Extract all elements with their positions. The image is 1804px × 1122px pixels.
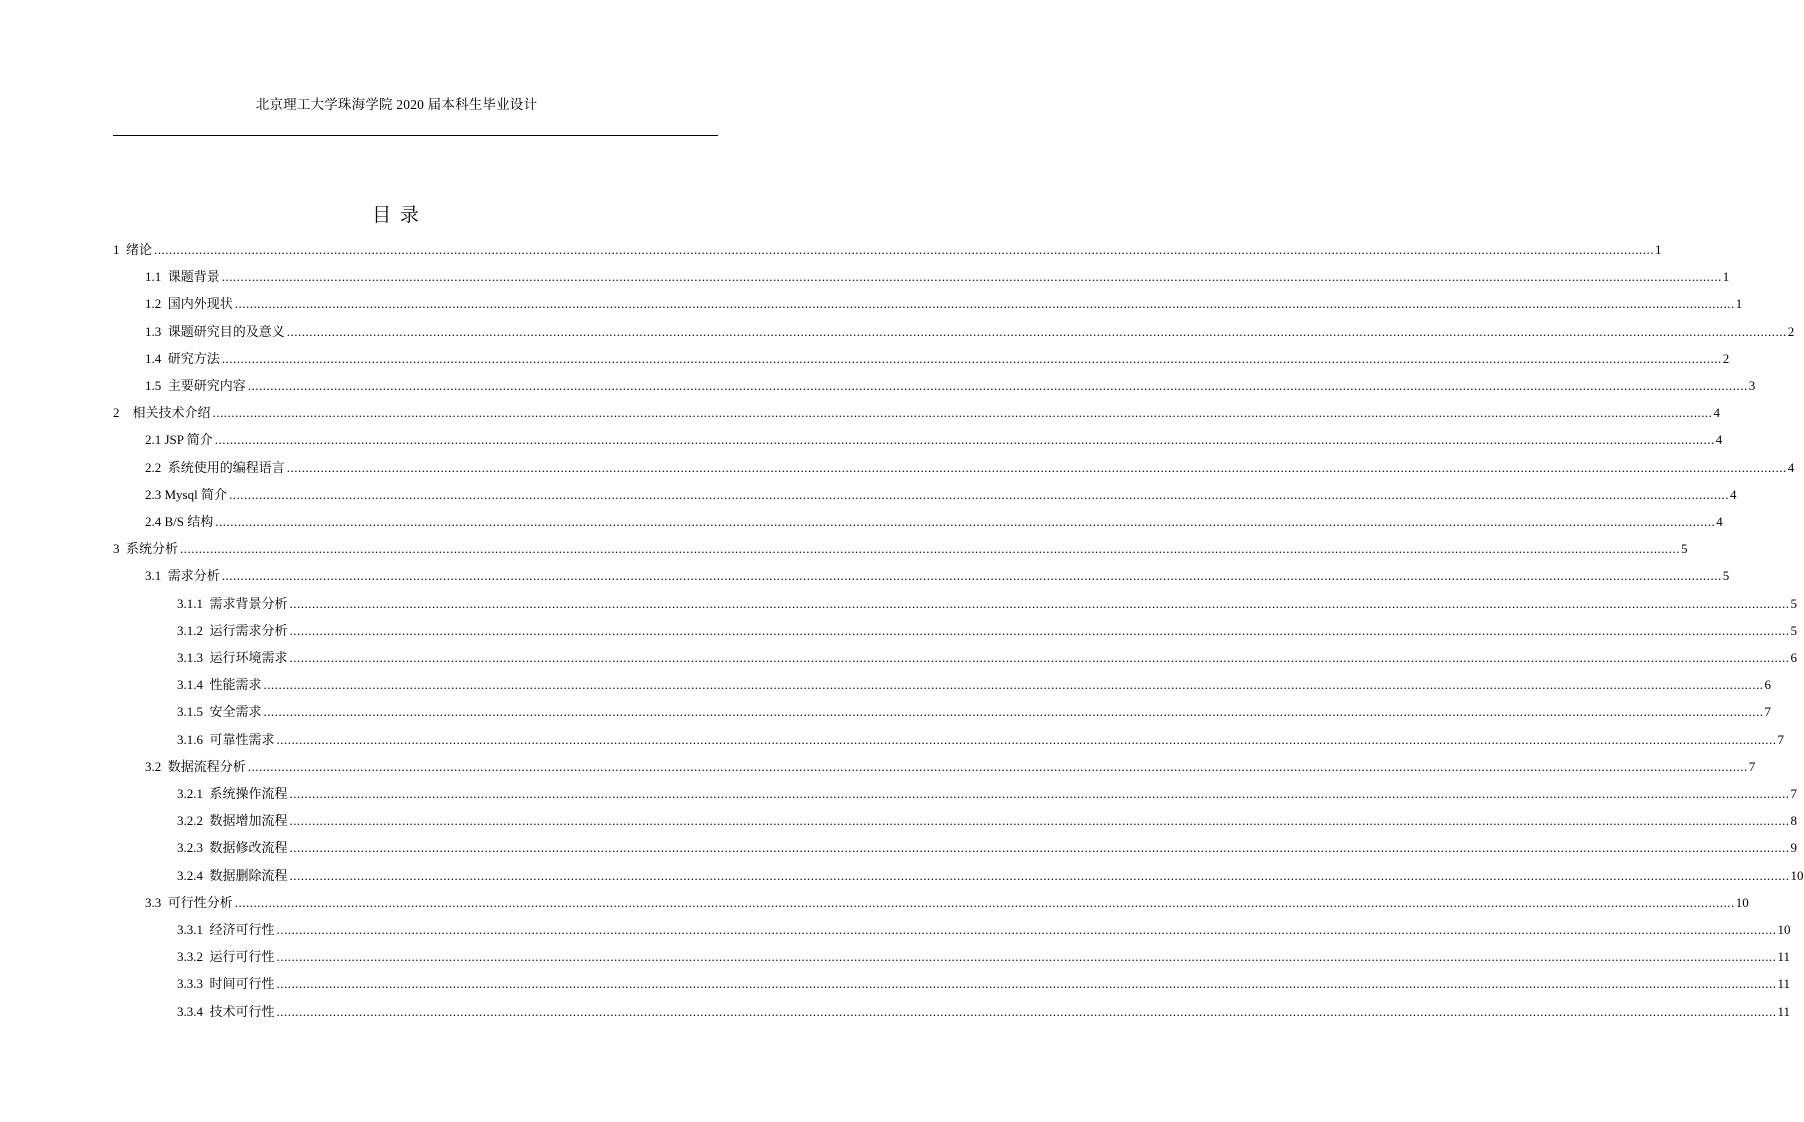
toc-entry[interactable] — [145, 320, 1795, 340]
toc-entry-label: 3.2.2 数据增加流程 — [177, 813, 288, 829]
toc-entry-label: 3.1.3 运行环境需求 — [177, 650, 288, 665]
toc-entry-label: 2.1 JSP 简介 — [145, 432, 213, 448]
toc-entry[interactable] — [145, 755, 1756, 775]
toc-leader-dots: ................................................................................................................................................................................................................................................................................................................................................................................................................ — [276, 922, 1777, 937]
toc-leader-dots: ................................................................................................................................................................................................................................................................................................................................................................................................................ — [289, 595, 1790, 611]
toc-entry-page: 4 — [1713, 405, 1721, 421]
toc-entry[interactable] — [177, 619, 1798, 639]
toc-entry-page: 7 — [1748, 758, 1756, 774]
toc-entry[interactable] — [177, 673, 1772, 693]
toc-entry-page: 4 — [1716, 514, 1723, 529]
toc-entry-page: 1 — [1735, 296, 1743, 312]
toc-leader-dots: ................................................................................................................................................................................................................................................................................................................................................................................................................ — [234, 296, 1735, 312]
toc-entry-page: 3 — [1748, 378, 1756, 393]
toc-entry-label: 3.1.6 可靠性需求 — [177, 731, 275, 747]
toc-leader-dots: ................................................................................................................................................................................................................................................................................................................................................................................................................ — [214, 432, 1715, 448]
toc-leader-dots: ................................................................................................................................................................................................................................................................................................................................................................................................................ — [276, 731, 1777, 747]
toc-entry-page: 4 — [1729, 486, 1737, 502]
toc-leader-dots: ................................................................................................................................................................................................................................................................................................................................................................................................................ — [221, 568, 1722, 584]
toc-entry-label: 3.2.3 数据修改流程 — [177, 840, 288, 856]
toc-entry[interactable] — [113, 401, 1721, 421]
toc-entry-page: 5 — [1722, 568, 1730, 584]
toc-entry-page: 11 — [1777, 949, 1791, 965]
toc-entry[interactable] — [177, 945, 1791, 965]
toc-entry-page: 10 — [1777, 922, 1791, 937]
toc-entry[interactable] — [177, 809, 1798, 829]
toc-entry[interactable] — [145, 456, 1795, 476]
toc-entry-label: 3.1.4 性能需求 — [177, 677, 262, 693]
toc-entry-label: 3.3.3 时间可行性 — [177, 976, 275, 992]
toc-entry-page: 6 — [1764, 677, 1772, 693]
toc-leader-dots: ................................................................................................................................................................................................................................................................................................................................................................................................................ — [289, 840, 1790, 856]
toc-entry[interactable] — [145, 428, 1723, 448]
toc-entry[interactable] — [177, 728, 1785, 748]
toc-leader-dots: ................................................................................................................................................................................................................................................................................................................................................................................................................ — [263, 704, 1764, 720]
toc-leader-dots: ................................................................................................................................................................................................................................................................................................................................................................................................................ — [234, 894, 1735, 910]
toc-entry-label: 3.1.5 安全需求 — [177, 704, 262, 720]
toc-entry-label: 1.1 课题背景 — [145, 269, 220, 285]
toc-entry[interactable] — [113, 537, 1688, 557]
toc-entry-label: 3.1 需求分析 — [145, 568, 220, 584]
toc-entry[interactable] — [177, 864, 1804, 884]
toc-entry-page: 1 — [1655, 242, 1662, 257]
toc-entry-label: 3.3.1 经济可行性 — [177, 922, 275, 937]
toc-entry-page: 11 — [1777, 1003, 1791, 1019]
toc-entry-page: 9 — [1790, 840, 1798, 856]
toc-leader-dots: ................................................................................................................................................................................................................................................................................................................................................................................................................ — [286, 459, 1787, 475]
toc-entry-label: 2.4 B/S 结构 — [145, 514, 214, 529]
toc-entry[interactable] — [145, 374, 1756, 394]
toc-entry-page: 7 — [1777, 731, 1785, 747]
toc-entry-label: 3.3 可行性分析 — [145, 894, 233, 910]
toc-entry-label: 3.1.2 运行需求分析 — [177, 622, 288, 638]
toc-leader-dots: ................................................................................................................................................................................................................................................................................................................................................................................................................ — [276, 976, 1777, 992]
toc-entry-label: 3.2 数据流程分析 — [145, 758, 246, 774]
toc-leader-dots: ................................................................................................................................................................................................................................................................................................................................................................................................................ — [289, 650, 1790, 665]
toc-leader-dots: ................................................................................................................................................................................................................................................................................................................................................................................................................ — [247, 378, 1748, 393]
toc-entry-page: 5 — [1790, 595, 1798, 611]
toc-leader-dots: ................................................................................................................................................................................................................................................................................................................................................................................................................ — [154, 242, 1655, 257]
toc-entry-label: 3.2.1 系统操作流程 — [177, 786, 288, 801]
toc-leader-dots: ................................................................................................................................................................................................................................................................................................................................................................................................................ — [212, 405, 1713, 421]
toc-entry[interactable] — [177, 836, 1798, 856]
toc-entry-label: 3.3.4 技术可行性 — [177, 1003, 275, 1019]
toc-entry-label: 2.3 Mysql 简介 — [145, 486, 227, 502]
toc-entry-label: 2.2 系统使用的编程语言 — [145, 459, 285, 475]
toc-entry[interactable] — [177, 972, 1791, 992]
toc-entry[interactable] — [177, 646, 1798, 666]
toc-leader-dots: ................................................................................................................................................................................................................................................................................................................................................................................................................ — [276, 949, 1777, 965]
toc-entry-page: 7 — [1790, 786, 1798, 801]
toc-leader-dots: ................................................................................................................................................................................................................................................................................................................................................................................................................ — [286, 323, 1787, 339]
toc-leader-dots: ................................................................................................................................................................................................................................................................................................................................................................................................................ — [289, 867, 1790, 883]
toc-entry-label: 1 绪论 — [113, 242, 153, 257]
toc-entry-page: 5 — [1790, 622, 1798, 638]
toc-entry[interactable] — [177, 700, 1772, 720]
toc-leader-dots: ................................................................................................................................................................................................................................................................................................................................................................................................................ — [180, 541, 1681, 557]
toc-entry-label: 1.2 国内外现状 — [145, 296, 233, 312]
toc-entry-page: 5 — [1681, 541, 1688, 557]
toc-entry-page: 10 — [1790, 867, 1804, 883]
toc-entry-page: 4 — [1715, 432, 1723, 448]
toc-entry[interactable] — [145, 510, 1723, 530]
toc-entry-page: 4 — [1787, 459, 1795, 475]
toc-leader-dots: ................................................................................................................................................................................................................................................................................................................................................................................................................ — [215, 514, 1716, 529]
toc-entry-label: 3.3.2 运行可行性 — [177, 949, 275, 965]
toc-leader-dots: ................................................................................................................................................................................................................................................................................................................................................................................................................ — [228, 486, 1729, 502]
toc-entry[interactable] — [113, 238, 1662, 258]
toc-entry-label: 3.1.1 需求背景分析 — [177, 595, 288, 611]
toc-leader-dots: ................................................................................................................................................................................................................................................................................................................................................................................................................ — [263, 677, 1764, 693]
toc-leader-dots: ................................................................................................................................................................................................................................................................................................................................................................................................................ — [247, 758, 1748, 774]
toc-leader-dots: ................................................................................................................................................................................................................................................................................................................................................................................................................ — [276, 1003, 1777, 1019]
toc-entry[interactable] — [177, 918, 1791, 938]
toc-entry-label: 1.3 课题研究目的及意义 — [145, 323, 285, 339]
toc-entry-page: 6 — [1790, 650, 1798, 665]
toc-leader-dots: ................................................................................................................................................................................................................................................................................................................................................................................................................ — [221, 269, 1722, 285]
toc-entry[interactable] — [145, 483, 1737, 503]
toc-title: 目 录 — [372, 205, 421, 226]
toc-entry-page: 2 — [1722, 350, 1730, 366]
toc-entry-page: 8 — [1790, 813, 1798, 829]
toc-entry-label: 1.4 研究方法 — [145, 350, 220, 366]
toc-entry-label: 3.2.4 数据删除流程 — [177, 867, 288, 883]
toc-entry-label: 2 相关技术介绍 — [113, 405, 211, 421]
toc-entry[interactable] — [145, 265, 1730, 285]
toc-leader-dots: ................................................................................................................................................................................................................................................................................................................................................................................................................ — [289, 813, 1790, 829]
header-rule — [113, 135, 718, 136]
toc-entry[interactable] — [145, 891, 1749, 911]
toc-entry[interactable] — [145, 347, 1730, 367]
toc-entry-page: 1 — [1722, 269, 1730, 285]
toc-leader-dots: ................................................................................................................................................................................................................................................................................................................................................................................................................ — [289, 786, 1790, 801]
toc-entry[interactable] — [145, 564, 1730, 584]
toc-leader-dots: ................................................................................................................................................................................................................................................................................................................................................................................................................ — [221, 350, 1722, 366]
toc-entry-page: 7 — [1764, 704, 1772, 720]
toc-entry-page: 11 — [1777, 976, 1791, 992]
toc-entry[interactable] — [177, 1000, 1791, 1020]
toc-entry[interactable] — [177, 782, 1798, 802]
toc-entry-page: 10 — [1735, 894, 1749, 910]
page-header: 北京理工大学珠海学院 2020 届本科生毕业设计 — [255, 97, 538, 112]
toc-leader-dots: ................................................................................................................................................................................................................................................................................................................................................................................................................ — [289, 622, 1790, 638]
toc-entry[interactable] — [145, 292, 1743, 312]
toc-entry-page: 2 — [1787, 323, 1795, 339]
toc-entry-label: 3 系统分析 — [113, 541, 179, 557]
toc-entry[interactable] — [177, 592, 1798, 612]
toc-entry-label: 1.5 主要研究内容 — [145, 378, 246, 393]
